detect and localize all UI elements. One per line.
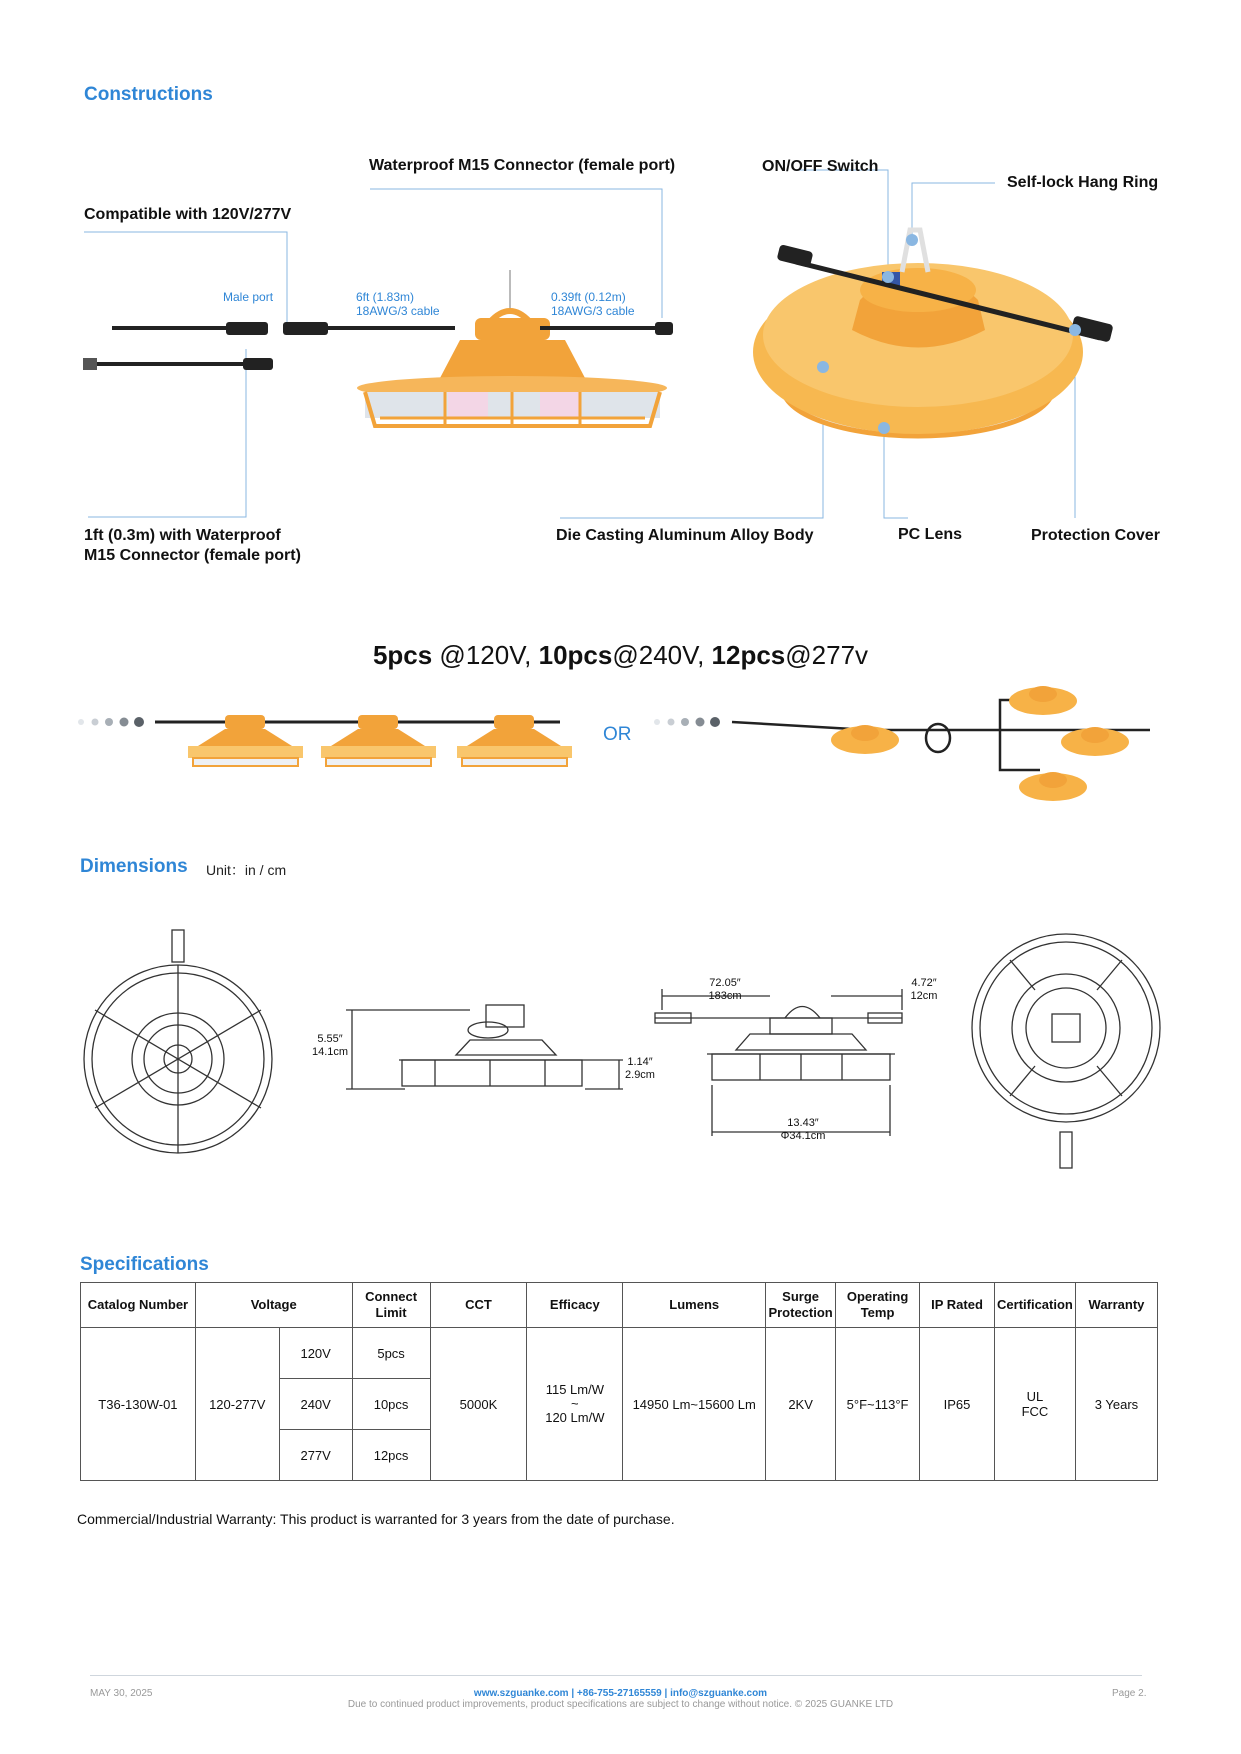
cell-ip: IP65: [920, 1328, 995, 1481]
cell-voltage-2: 240V: [279, 1379, 352, 1430]
header-voltage: Voltage: [195, 1283, 352, 1328]
top-view-drawing: [84, 930, 272, 1153]
cell-limit-1: 5pcs: [352, 1328, 430, 1379]
cell-warranty: 3 Years: [1075, 1328, 1157, 1481]
spec-header-row: [81, 1283, 1158, 1328]
header-lumens: Lumens: [623, 1283, 766, 1328]
label-lens: PC Lens: [898, 526, 963, 543]
constructions-title: Constructions: [84, 84, 213, 105]
table-row: [81, 1328, 1158, 1379]
cell-temp: 5°F~113°F: [836, 1328, 920, 1481]
dim-diameter: 13.43″ Φ34.1cm: [780, 1117, 826, 1142]
warranty-note: Commercial/Industrial Warranty: This product is warranted for 3 years from the date of purchase.: [77, 1511, 675, 1527]
header-catalog: Catalog Number: [81, 1283, 196, 1328]
header-efficacy: Efficacy: [527, 1283, 623, 1328]
label-cable-short: 0.39ft (0.12m) 18AWG/3 cable: [551, 290, 635, 318]
linking-capacity: 5pcs @120V, 10pcs@240V, 12pcs@277v: [372, 640, 869, 670]
cell-catalog: T36-130W-01: [81, 1328, 196, 1481]
label-compatible: Compatible with 120V/277V: [84, 206, 292, 223]
label-cable-6ft: 6ft (1.83m) 18AWG/3 cable: [356, 290, 440, 318]
header-cert: Certification: [994, 1283, 1075, 1328]
cell-cct: 5000K: [430, 1328, 527, 1481]
header-temp: Operating Temp: [836, 1283, 920, 1328]
specifications-title: Specifications: [80, 1254, 209, 1275]
footer-contact: www.szguanke.com | +86-755-27165559 | info@szguanke.com Due to continued product improvements, product specifications are subject to change without notice. © 2025 GUANKE LTD: [347, 1688, 894, 1710]
header-warranty: Warranty: [1075, 1283, 1157, 1328]
dimensions-unit: Unit：in / cm: [206, 862, 287, 878]
dim-cable: 72.05″ 183cm: [708, 977, 742, 1002]
header-surge: Surge Protection: [766, 1283, 836, 1328]
cell-voltage-1: 120V: [279, 1328, 352, 1379]
label-switch: ON/OFF Switch: [762, 158, 879, 175]
label-hang-ring: Self-lock Hang Ring: [1007, 174, 1159, 191]
dimensions-title: Dimensions: [80, 856, 188, 877]
label-one-foot: 1ft (0.3m) with Waterproof M15 Connector (female port): [84, 527, 301, 564]
footer-date: MAY 30, 2025: [90, 1688, 153, 1699]
cell-cert: UL FCC: [994, 1328, 1075, 1481]
front-view-drawing: [655, 989, 902, 1136]
label-body: Die Casting Aluminum Alloy Body: [556, 527, 814, 544]
dim-short-cable: 4.72″ 12cm: [910, 977, 938, 1002]
footer-divider: [90, 1675, 1142, 1676]
cell-voltage-range: 120-277V: [195, 1328, 279, 1481]
cell-lumens: 14950 Lm~15600 Lm: [623, 1328, 766, 1481]
cell-surge: 2KV: [766, 1328, 836, 1481]
label-male-port: Male port: [223, 290, 274, 304]
side-view-drawing: [346, 1005, 623, 1089]
cell-efficacy: 115 Lm/W ~ 120 Lm/W: [527, 1328, 623, 1481]
label-connector: Waterproof M15 Connector (female port): [369, 157, 676, 174]
header-ip: IP Rated: [920, 1283, 995, 1328]
cell-voltage-3: 277V: [279, 1430, 352, 1481]
dim-lens: 1.14″ 2.9cm: [625, 1056, 655, 1081]
dim-height: 5.55″ 14.1cm: [311, 1033, 349, 1058]
bottom-view-drawing: [972, 934, 1160, 1168]
cell-limit-3: 12pcs: [352, 1430, 430, 1481]
label-cover: Protection Cover: [1031, 527, 1160, 544]
cell-limit-2: 10pcs: [352, 1379, 430, 1430]
header-cct: CCT: [430, 1283, 527, 1328]
or-label: OR: [603, 724, 632, 745]
header-connect: Connect Limit: [352, 1283, 430, 1328]
footer-page: Page 2.: [1112, 1688, 1147, 1699]
spec-table: [80, 1282, 1158, 1481]
